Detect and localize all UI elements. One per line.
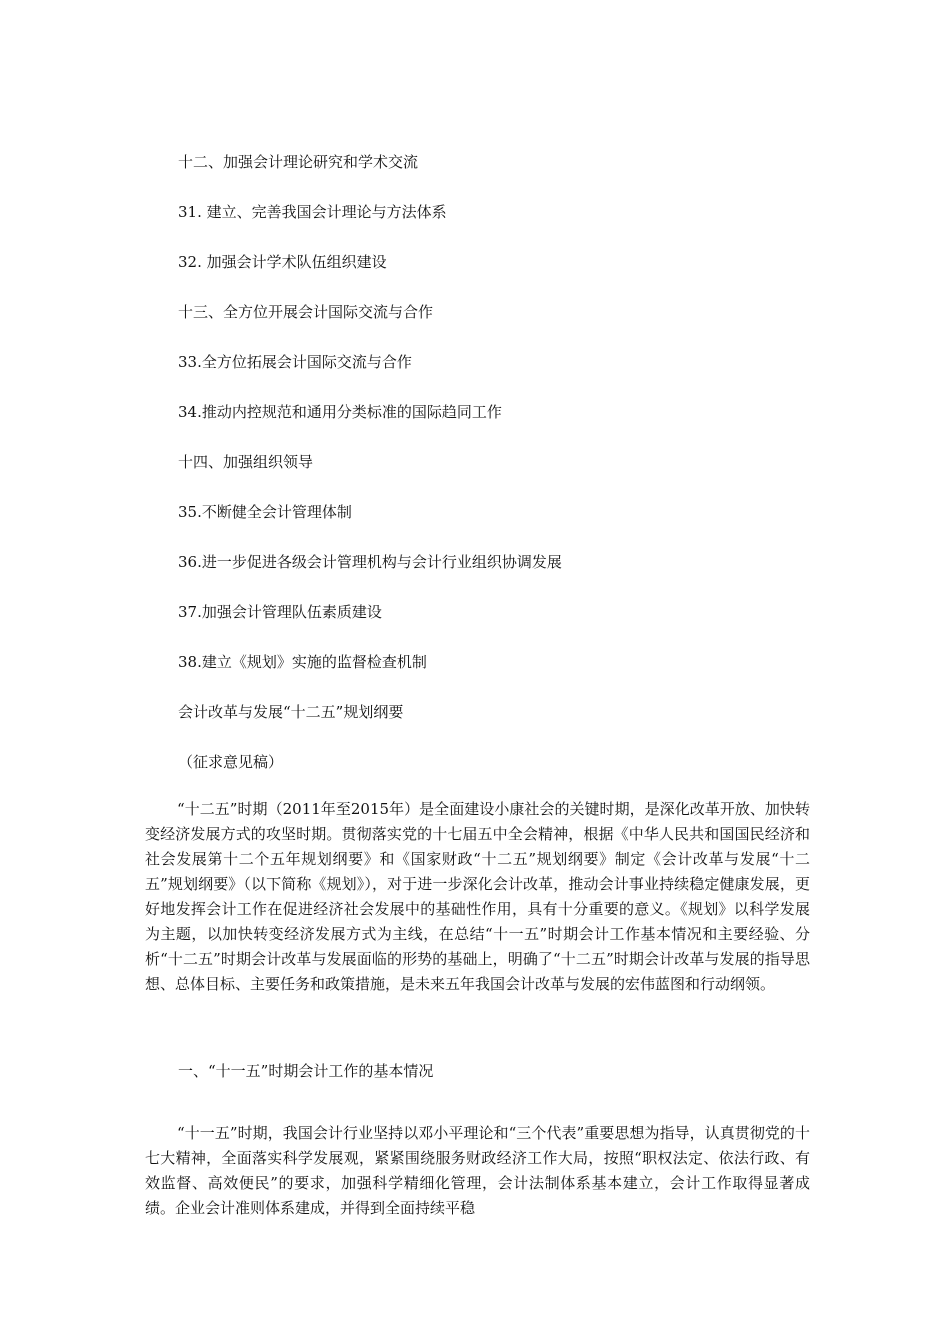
outline-item-34: 34.推动内控规范和通用分类标准的国际趋同工作: [178, 403, 502, 421]
outline-item-38: 38.建立《规划》实施的监督检查机制: [178, 653, 427, 671]
section-one-paragraph: “十一五”时期，我国会计行业坚持以邓小平理论和“三个代表”重要思想为指导，认真贯彻党的十七大精神，全面落实科学发展观，紧紧围绕服务财政经济工作大局，按照“职权法定、依法行政、有效监督、高效便民”的要求，加强科学精细化管理，会计法制体系基本建立，会计工作取得显著成绩。企业会计准则体系建成，并得到全面持续平稳: [145, 1124, 810, 1217]
document-title: 会计改革与发展“十二五”规划纲要: [178, 703, 404, 721]
outline-item-35: 35.不断健全会计管理体制: [178, 503, 352, 521]
document-subtitle: （征求意见稿）: [178, 753, 284, 771]
outline-heading-14: 十四、加强组织领导: [178, 453, 314, 471]
outline-heading-13: 十三、全方位开展会计国际交流与合作: [178, 303, 434, 321]
outline-item-36: 36.进一步促进各级会计管理机构与会计行业组织协调发展: [178, 553, 562, 571]
outline-item-31: 31. 建立、完善我国会计理论与方法体系: [178, 203, 447, 221]
intro-paragraph: “十二五”时期（2011年至2015年）是全面建设小康社会的关键时期，是深化改革开放、加快转变经济发展方式的攻坚时期。贯彻落实党的十七届五中全会精神，根据《中华人民共和国国民经济和社会发展第十二个五年规划纲要》和《国家财政“十二五”规划纲要》制定《会计改革与发展“十二五”规划纲要》（以下简称《规划》），对于进一步深化会计改革，推动会计事业持续稳定健康发展，更好地发挥会计工作在促进经济社会发展中的基础性作用，具有十分重要的意义。《规划》以科学发展为主题，以加快转变经济发展方式为主线，在总结“十一五”时期会计工作基本情况和主要经验、分析“十二五”时期会计改革与发展面临的形势的基础上，明确了“十二五”时期会计改革与发展的指导思想、总体目标、主要任务和政策措施，是未来五年我国会计改革与发展的宏伟蓝图和行动纲领。: [145, 800, 810, 993]
section-one-heading: 一、“十一五”时期会计工作的基本情况: [178, 1062, 434, 1080]
outline-item-37: 37.加强会计管理队伍素质建设: [178, 603, 382, 621]
outline-item-33: 33.全方位拓展会计国际交流与合作: [178, 353, 412, 371]
outline-item-32: 32. 加强会计学术队伍组织建设: [178, 253, 387, 271]
outline-heading-12: 十二、加强会计理论研究和学术交流: [178, 153, 419, 171]
